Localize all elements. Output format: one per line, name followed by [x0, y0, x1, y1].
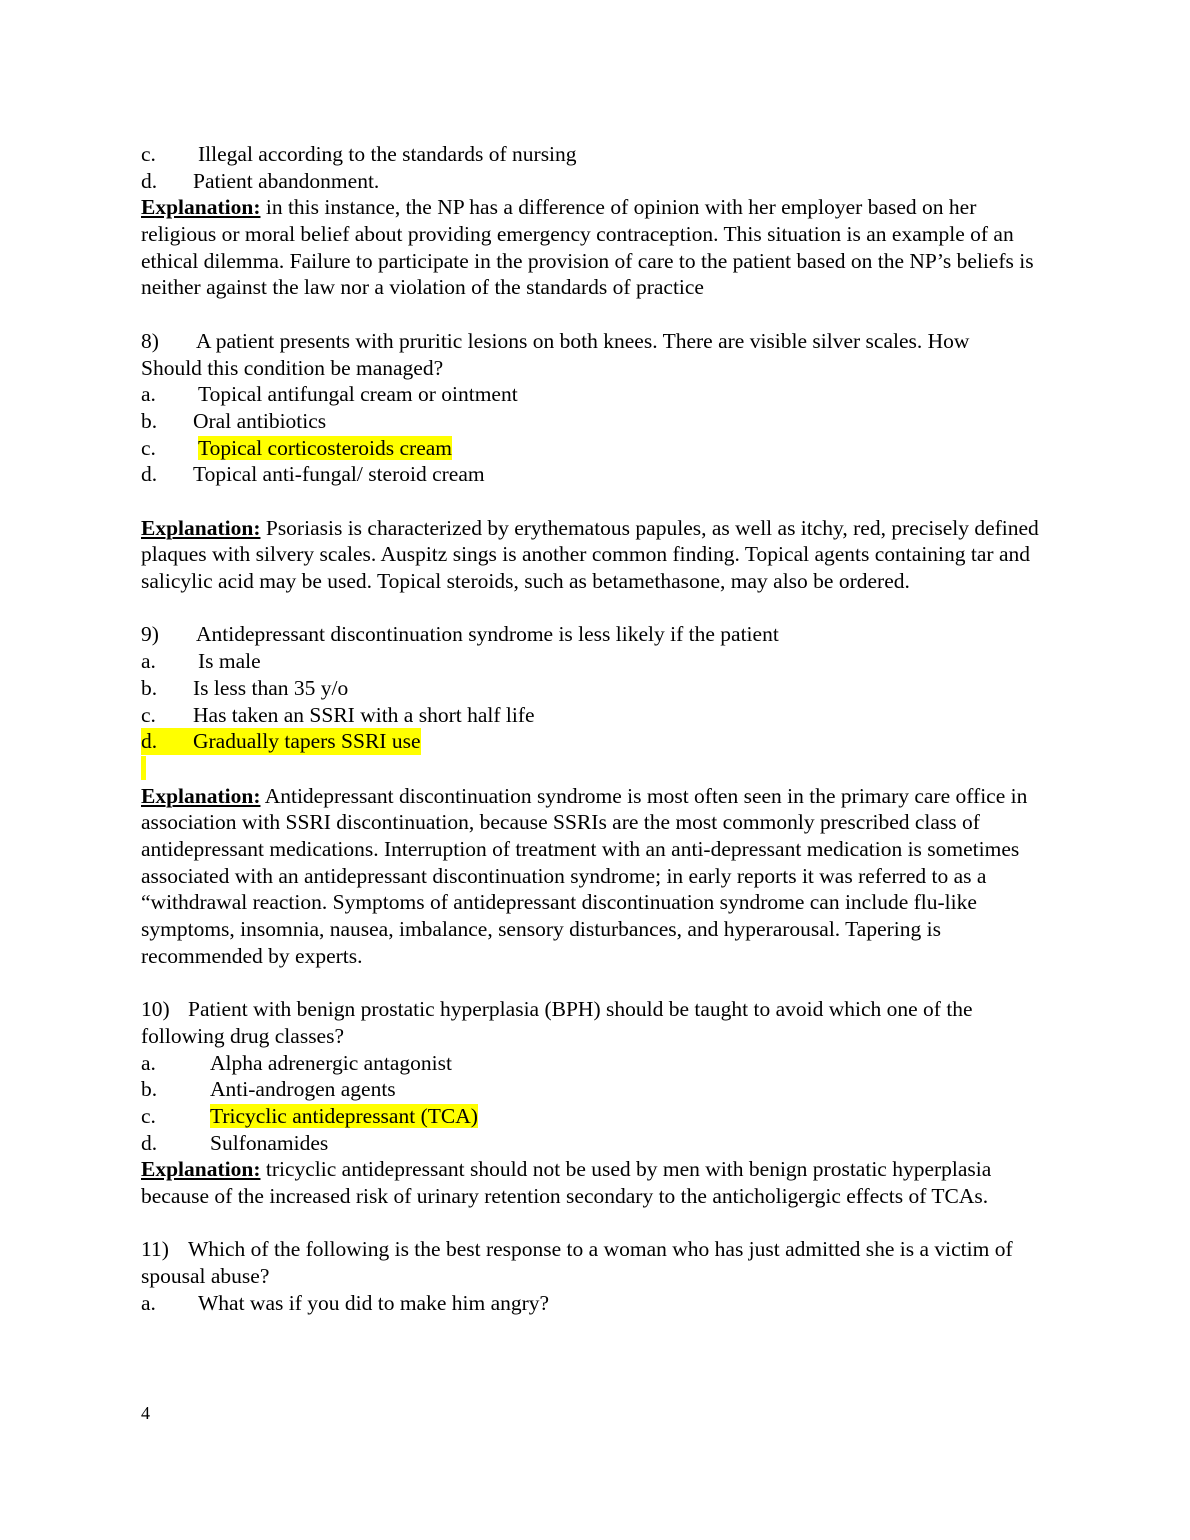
- question-text: Should this condition be managed?: [141, 355, 444, 380]
- option-letter: b.: [141, 408, 158, 433]
- q7-option-c: [141, 141, 1046, 168]
- option-text: Anti-androgen agents: [210, 1077, 396, 1102]
- highlight-mark: [141, 756, 146, 780]
- q9-explanation: [141, 783, 1046, 970]
- option-text: Is male: [198, 649, 261, 674]
- page-number: 4: [141, 1403, 150, 1423]
- explanation-text: tricyclic antidepressant should not be used by men with benign prostatic hyperplasia because of the increased risk of urinary retention secondary to the anticholigergic effects of TCAs.: [141, 1157, 992, 1209]
- explanation-label: Explanation:: [141, 195, 261, 220]
- option-letter: a.: [141, 649, 156, 674]
- option-letter: a.: [141, 382, 156, 407]
- option-letter: c.: [141, 702, 156, 727]
- spacer: [141, 595, 1046, 622]
- option-text: Topical antifungal cream or ointment: [198, 382, 518, 407]
- question-number: 11): [141, 1237, 169, 1262]
- explanation-text: in this instance, the NP has a difference of opinion with her employer based on her religious or moral belief about providing emergency contraception. This situation is an example of an ethical dilemma. Failure to participate in the provision of care to the patient based on the NP’s beliefs is neither against the law nor a violation of the standards of practice: [141, 195, 1034, 300]
- option-text: Patient abandonment.: [193, 168, 380, 193]
- option-text: Illegal according to the standards of nursing: [198, 142, 577, 166]
- option-letter: c.: [141, 435, 156, 460]
- option-letter: a.: [141, 1050, 156, 1075]
- option-text-highlighted: Topical corticosteroids cream: [198, 435, 453, 460]
- q7-explanation: [141, 194, 1046, 301]
- option-highlight: [141, 728, 421, 755]
- option-letter: d.: [141, 1130, 158, 1155]
- option-letter: b.: [141, 675, 158, 700]
- explanation-label: Explanation:: [141, 515, 261, 540]
- option-text: What was if you did to make him angry?: [198, 1290, 550, 1315]
- question-text: A patient presents with pruritic lesions on both knees. There are visible silver scales. How: [196, 328, 970, 353]
- spacer: [141, 301, 1046, 328]
- q9-option-c: [141, 702, 1046, 729]
- option-text: Has taken an SSRI with a short half life: [193, 702, 535, 727]
- option-text: Alpha adrenergic antagonist: [210, 1050, 452, 1075]
- q10-option-a: [141, 1050, 1046, 1077]
- question-text: Patient with benign prostatic hyperplasia (BPH) should be taught to avoid which one of the following drug classes?: [141, 997, 973, 1048]
- q8-option-a: [141, 381, 1046, 408]
- spacer: [141, 1210, 1046, 1237]
- q9-option-a: [141, 648, 1046, 675]
- explanation-text: Antidepressant discontinuation syndrome is most often seen in the primary care office in association with SSRI discontinuation, because SSRIs are the most commonly prescribed class of antidepressant medications. Interruption of treatment with an anti-depressant medication is sometimes associated with an antidepressant discontinuation syndrome; in early reports it was referred to as a “withdrawal reaction. Symptoms of antidepressant discontinuation syndrome can include flu-like symptoms, insomnia, nausea, imbalance, sensory disturbances, and hyperarousal. Tapering is recommended by experts.: [141, 783, 1028, 968]
- option-letter: c.: [141, 142, 156, 166]
- q7-option-d: [141, 168, 1046, 195]
- q11-option-a: [141, 1290, 1046, 1317]
- option-text: Is less than 35 y/o: [193, 675, 349, 700]
- option-text-highlighted: Tricyclic antidepressant (TCA): [210, 1104, 478, 1128]
- option-text: Sulfonamides: [210, 1130, 329, 1155]
- question-text: Antidepressant discontinuation syndrome is less likely if the patient: [196, 622, 779, 647]
- q8-option-d: [141, 461, 1046, 488]
- q9-option-d: [141, 728, 1046, 755]
- explanation-label: Explanation:: [141, 1157, 261, 1182]
- q8-option-c: [141, 435, 1046, 462]
- q10-option-b: [141, 1076, 1046, 1103]
- page-content: [141, 141, 1046, 1317]
- q8-question: [141, 328, 1046, 355]
- question-number: 10): [141, 997, 170, 1022]
- q10-option-c: [141, 1103, 1046, 1130]
- q10-question: [141, 996, 1046, 1049]
- q8-explanation: [141, 515, 1046, 595]
- q10-option-d: [141, 1130, 1046, 1157]
- option-letter: d.: [141, 168, 158, 193]
- question-number: 8): [141, 328, 159, 353]
- spacer: [141, 488, 1046, 515]
- option-text: Topical anti-fungal/ steroid cream: [193, 462, 485, 487]
- explanation-text: Psoriasis is characterized by erythematous papules, as well as itchy, red, precisely defined plaques with silvery scales. Auspitz sings is another common finding. Topical agents containing tar and salicylic acid may be used. Topical steroids, such as betamethasone, may also be ordered.: [141, 515, 1039, 594]
- option-text: Oral antibiotics: [193, 408, 327, 433]
- question-text: Which of the following is the best response to a woman who has just admitted she is a victim of spousal abuse?: [141, 1237, 1013, 1289]
- question-number: 9): [141, 622, 159, 647]
- q8-option-b: [141, 408, 1046, 435]
- option-letter: d.: [141, 462, 158, 487]
- highlight-remnant-line: [141, 756, 1046, 783]
- option-letter: d.: [141, 729, 158, 754]
- q9-option-b: [141, 675, 1046, 702]
- option-letter: b.: [141, 1077, 158, 1102]
- spacer: [141, 970, 1046, 997]
- explanation-label: Explanation:: [141, 783, 261, 808]
- option-letter: a.: [141, 1290, 156, 1315]
- q9-question: [141, 621, 1046, 648]
- q10-explanation: [141, 1156, 1046, 1209]
- q11-question: [141, 1236, 1046, 1289]
- option-text-highlighted: Gradually tapers SSRI use: [193, 729, 421, 754]
- option-letter: c.: [141, 1104, 156, 1128]
- q8-question-cont: [141, 355, 1046, 382]
